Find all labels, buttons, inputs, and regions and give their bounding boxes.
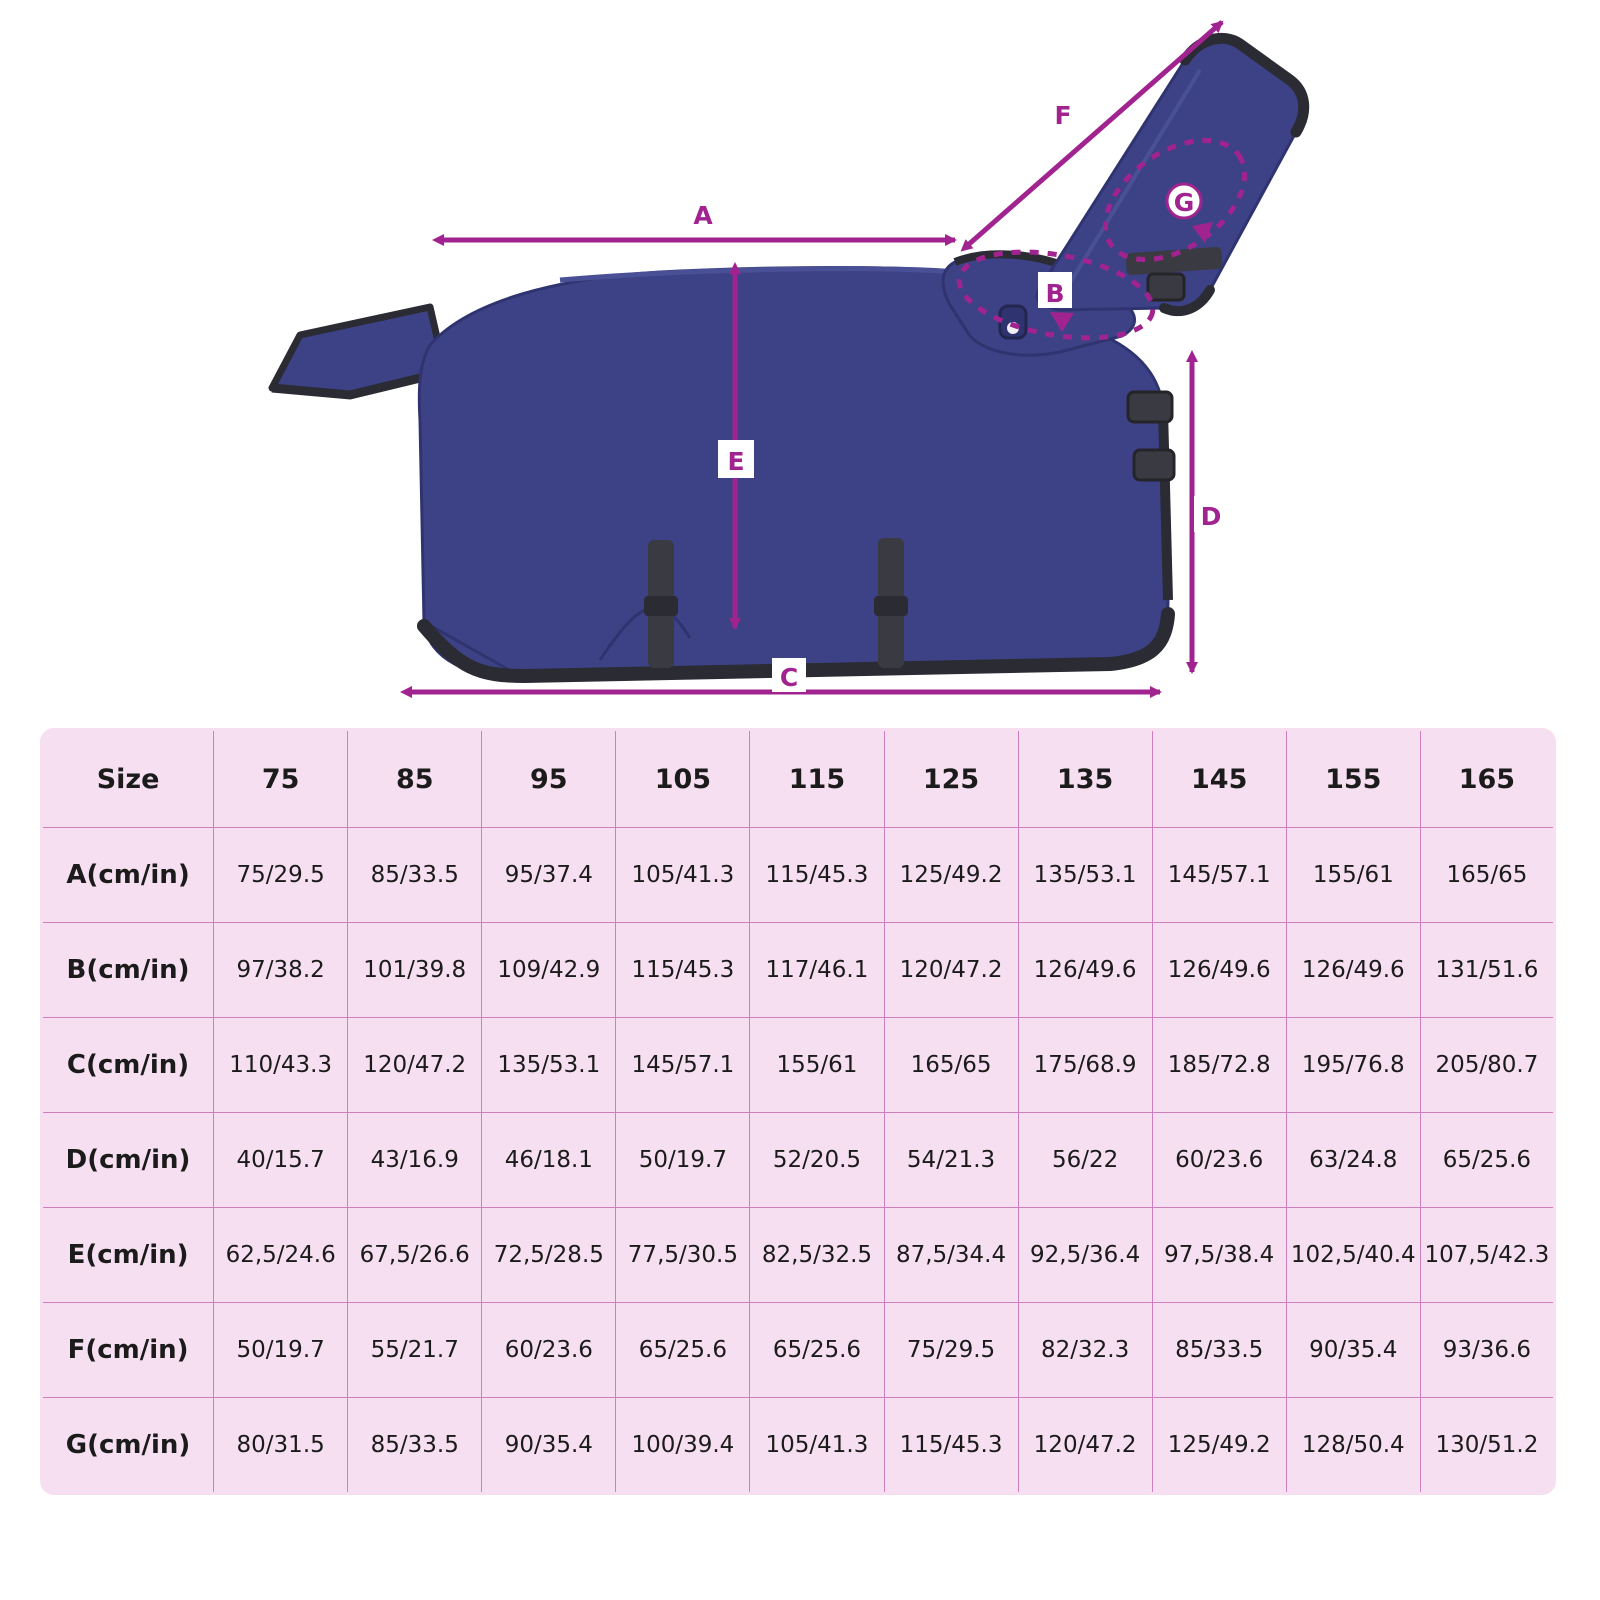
table-cell: 60/23.6 [1152,1113,1286,1208]
table-cell: 60/23.6 [482,1303,616,1398]
table-cell: 102,5/40.4 [1286,1208,1420,1303]
table-cell: 131/51.6 [1420,923,1554,1018]
table-cell: 97/38.2 [214,923,348,1018]
label-C: C [779,663,799,692]
column-header: 95 [482,730,616,828]
table-cell: 185/72.8 [1152,1018,1286,1113]
size-table [40,728,1556,1495]
table-cell: 87,5/34.4 [884,1208,1018,1303]
table-cell: 52/20.5 [750,1113,884,1208]
table-cell: 120/47.2 [1018,1398,1152,1494]
table-cell: 125/49.2 [1152,1398,1286,1494]
table-cell: 115/45.3 [884,1398,1018,1494]
table-cell: 90/35.4 [1286,1303,1420,1398]
table-cell: 145/57.1 [1152,828,1286,923]
table-cell: 63/24.8 [1286,1113,1420,1208]
table-cell: 56/22 [1018,1113,1152,1208]
label-A: A [693,201,713,230]
table-row [42,1113,1555,1208]
table-cell: 46/18.1 [482,1113,616,1208]
table-cell: 205/80.7 [1420,1018,1554,1113]
row-header: B(cm/in) [42,923,214,1018]
table-cell: 67,5/26.6 [348,1208,482,1303]
row-header: G(cm/in) [42,1398,214,1494]
table-cell: 85/33.5 [1152,1303,1286,1398]
table-cell: 92,5/36.4 [1018,1208,1152,1303]
table-cell: 54/21.3 [884,1113,1018,1208]
table-cell: 82,5/32.5 [750,1208,884,1303]
row-header: E(cm/in) [42,1208,214,1303]
chest-buckle-lower [1134,450,1174,480]
column-header: 85 [348,730,482,828]
table-cell: 101/39.8 [348,923,482,1018]
chest-buckle-upper [1128,392,1172,422]
row-header: A(cm/in) [42,828,214,923]
table-cell: 62,5/24.6 [214,1208,348,1303]
table-cell: 55/21.7 [348,1303,482,1398]
table-cell: 145/57.1 [616,1018,750,1113]
column-header: 105 [616,730,750,828]
row-header: D(cm/in) [42,1113,214,1208]
label-B: B [1045,279,1065,308]
table-cell: 128/50.4 [1286,1398,1420,1494]
size-chart [40,728,1556,1495]
table-cell: 120/47.2 [348,1018,482,1113]
table-cell: 85/33.5 [348,1398,482,1494]
table-cell: 65/25.6 [616,1303,750,1398]
table-cell: 65/25.6 [750,1303,884,1398]
table-cell: 125/49.2 [884,828,1018,923]
table-row [42,828,1555,923]
table-cell: 135/53.1 [1018,828,1152,923]
table-cell: 75/29.5 [884,1303,1018,1398]
blanket-illustration [272,38,1304,676]
table-cell: 50/19.7 [616,1113,750,1208]
table-cell: 135/53.1 [482,1018,616,1113]
table-cell: 195/76.8 [1286,1018,1420,1113]
table-header-row [42,730,1555,828]
table-cell: 95/37.4 [482,828,616,923]
table-row [42,923,1555,1018]
label-E: E [727,447,745,476]
row-header: F(cm/in) [42,1303,214,1398]
table-cell: 175/68.9 [1018,1018,1152,1113]
table-cell: 155/61 [1286,828,1420,923]
table-cell: 85/33.5 [348,828,482,923]
table-row [42,1398,1555,1494]
table-cell: 120/47.2 [884,923,1018,1018]
label-F: F [1054,101,1072,130]
column-header: 165 [1420,730,1554,828]
label-D: D [1200,502,1222,531]
table-cell: 117/46.1 [750,923,884,1018]
table-cell: 65/25.6 [1420,1113,1554,1208]
label-G: G [1173,188,1195,217]
table-cell: 130/51.2 [1420,1398,1554,1494]
column-header: 155 [1286,730,1420,828]
collar-grommet [1000,306,1026,338]
table-cell: 72,5/28.5 [482,1208,616,1303]
table-cell: 50/19.7 [214,1303,348,1398]
blanket-measurement-diagram [0,0,1600,730]
table-cell: 75/29.5 [214,828,348,923]
table-cell: 80/31.5 [214,1398,348,1494]
table-cell: 100/39.4 [616,1398,750,1494]
belly-strap-left [644,540,678,668]
table-cell: 105/41.3 [750,1398,884,1494]
table-row [42,1018,1555,1113]
column-header: Size [42,730,214,828]
table-cell: 110/43.3 [214,1018,348,1113]
table-cell: 165/65 [1420,828,1554,923]
table-cell: 40/15.7 [214,1113,348,1208]
column-header: 135 [1018,730,1152,828]
column-header: 75 [214,730,348,828]
table-cell: 109/42.9 [482,923,616,1018]
table-cell: 105/41.3 [616,828,750,923]
table-cell: 90/35.4 [482,1398,616,1494]
table-row [42,1303,1555,1398]
table-cell: 82/32.3 [1018,1303,1152,1398]
table-cell: 43/16.9 [348,1113,482,1208]
table-cell: 115/45.3 [750,828,884,923]
table-cell: 126/49.6 [1152,923,1286,1018]
column-header: 145 [1152,730,1286,828]
table-cell: 93/36.6 [1420,1303,1554,1398]
belly-strap-right [874,538,908,668]
table-row [42,1208,1555,1303]
table-cell: 77,5/30.5 [616,1208,750,1303]
table-cell: 97,5/38.4 [1152,1208,1286,1303]
table-cell: 107,5/42.3 [1420,1208,1554,1303]
table-cell: 126/49.6 [1286,923,1420,1018]
table-cell: 155/61 [750,1018,884,1113]
column-header: 125 [884,730,1018,828]
column-header: 115 [750,730,884,828]
table-cell: 115/45.3 [616,923,750,1018]
table-cell: 126/49.6 [1018,923,1152,1018]
neck-cover [1037,38,1304,311]
row-header: C(cm/in) [42,1018,214,1113]
table-cell: 165/65 [884,1018,1018,1113]
